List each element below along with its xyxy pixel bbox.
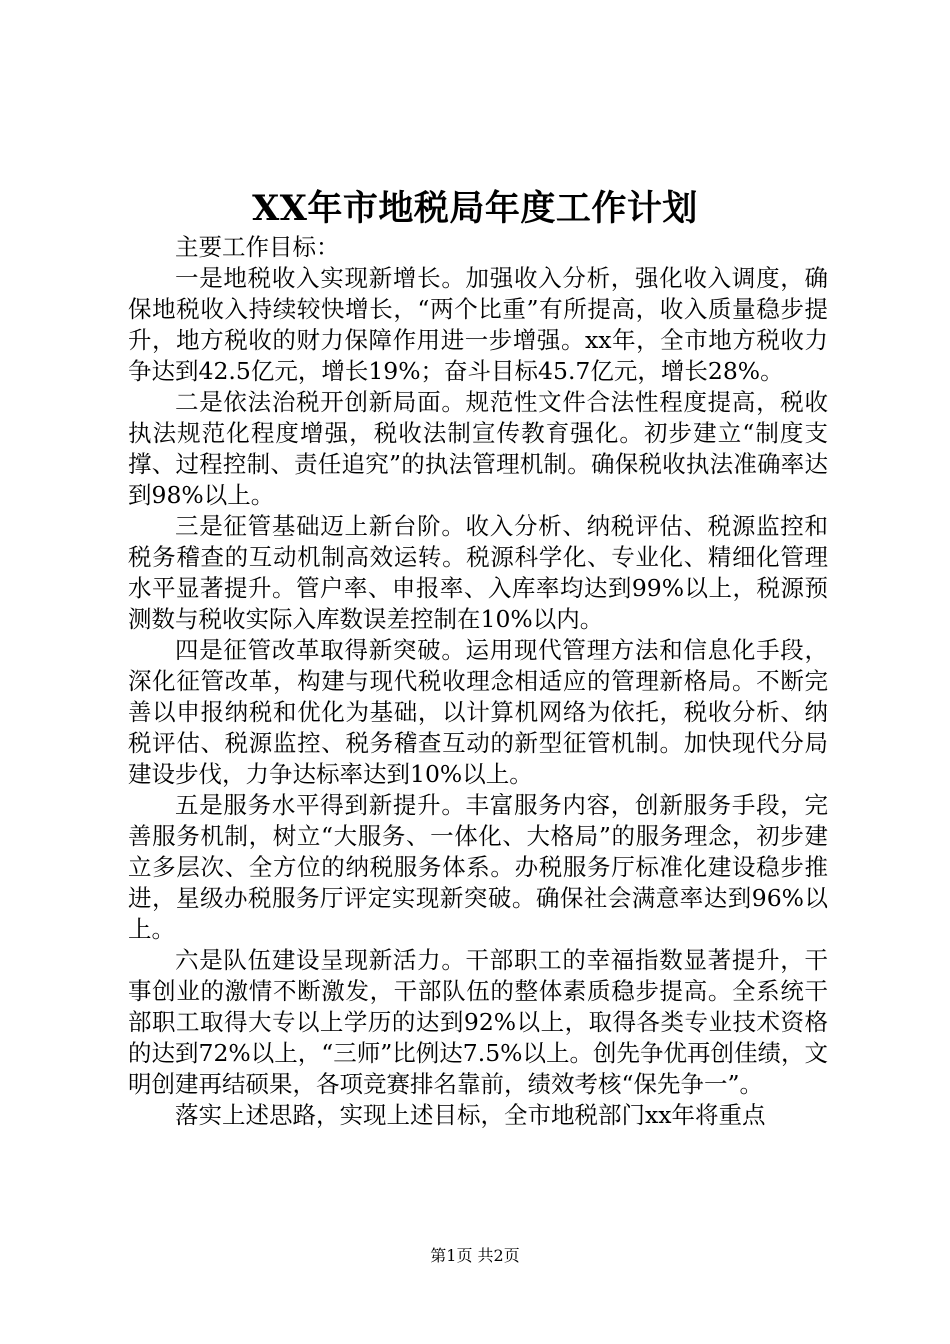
paragraph-goal-3: 三是征管基础迈上新台阶。收入分析、纳税评估、税源监控和税务稽查的互动机制高效运转。税源科学化、专业化、精细化管理水平显著提升。管户率、申报率、入库率均达到99%以上，税源预测数与税收实际入库数误差控制在10%以内。 (128, 512, 828, 633)
paragraph-goal-1: 一是地税收入实现新增长。加强收入分析，强化收入调度，确保地税收入持续较快增长，“两个比重”有所提高，收入质量稳步提升，地方税收的财力保障作用进一步增强。xx年，全市地方税收力争达到42.5亿元，增长19%；奋斗目标45.7亿元，增长28%。 (128, 264, 828, 385)
document-title: XX年市地税局年度工作计划 (252, 188, 698, 229)
page-number-footer: 第1页 共2页 (430, 1246, 520, 1265)
paragraph-goal-5: 五是服务水平得到新提升。丰富服务内容，创新服务手段，完善服务机制，树立“大服务、一体化、大格局”的服务理念，初步建立多层次、全方位的纳税服务体系。办税服务厅标准化建设稳步推进，星级办税服务厅评定实现新突破。确保社会满意率达到96%以上。 (128, 791, 828, 943)
document-body (128, 232, 828, 1131)
paragraph-goal-6: 六是队伍建设呈现新活力。干部职工的幸福指数显著提升，干事创业的激情不断激发，干部队伍的整体素质稳步提高。全系统干部职工取得大专以上学历的达到92%以上，取得各类专业技术资格的达到72%以上，“三师”比例达7.5%以上。创先争优再创佳绩，文明创建再结硕果，各项竞赛排名靠前，绩效考核“保先争一”。 (128, 946, 828, 1098)
paragraph-closing: 落实上述思路，实现上述目标，全市地税部门xx年将重点 (175, 1101, 766, 1129)
paragraph-goals-heading: 主要工作目标： (175, 233, 340, 261)
paragraph-goal-2: 二是依法治税开创新局面。规范性文件合法性程度提高，税收执法规范化程度增强，税收法制宣传教育强化。初步建立“制度支撑、过程控制、责任追究”的执法管理机制。确保税收执法准确率达到98%以上。 (128, 388, 828, 509)
paragraph-goal-4: 四是征管改革取得新突破。运用现代管理方法和信息化手段，深化征管改革，构建与现代税收理念相适应的管理新格局。不断完善以申报纳税和优化为基础，以计算机网络为依托，税收分析、纳税评估、税源监控、税务稽查互动的新型征管机制。加快现代分局建设步伐，力争达标率达到10%以上。 (128, 636, 828, 788)
